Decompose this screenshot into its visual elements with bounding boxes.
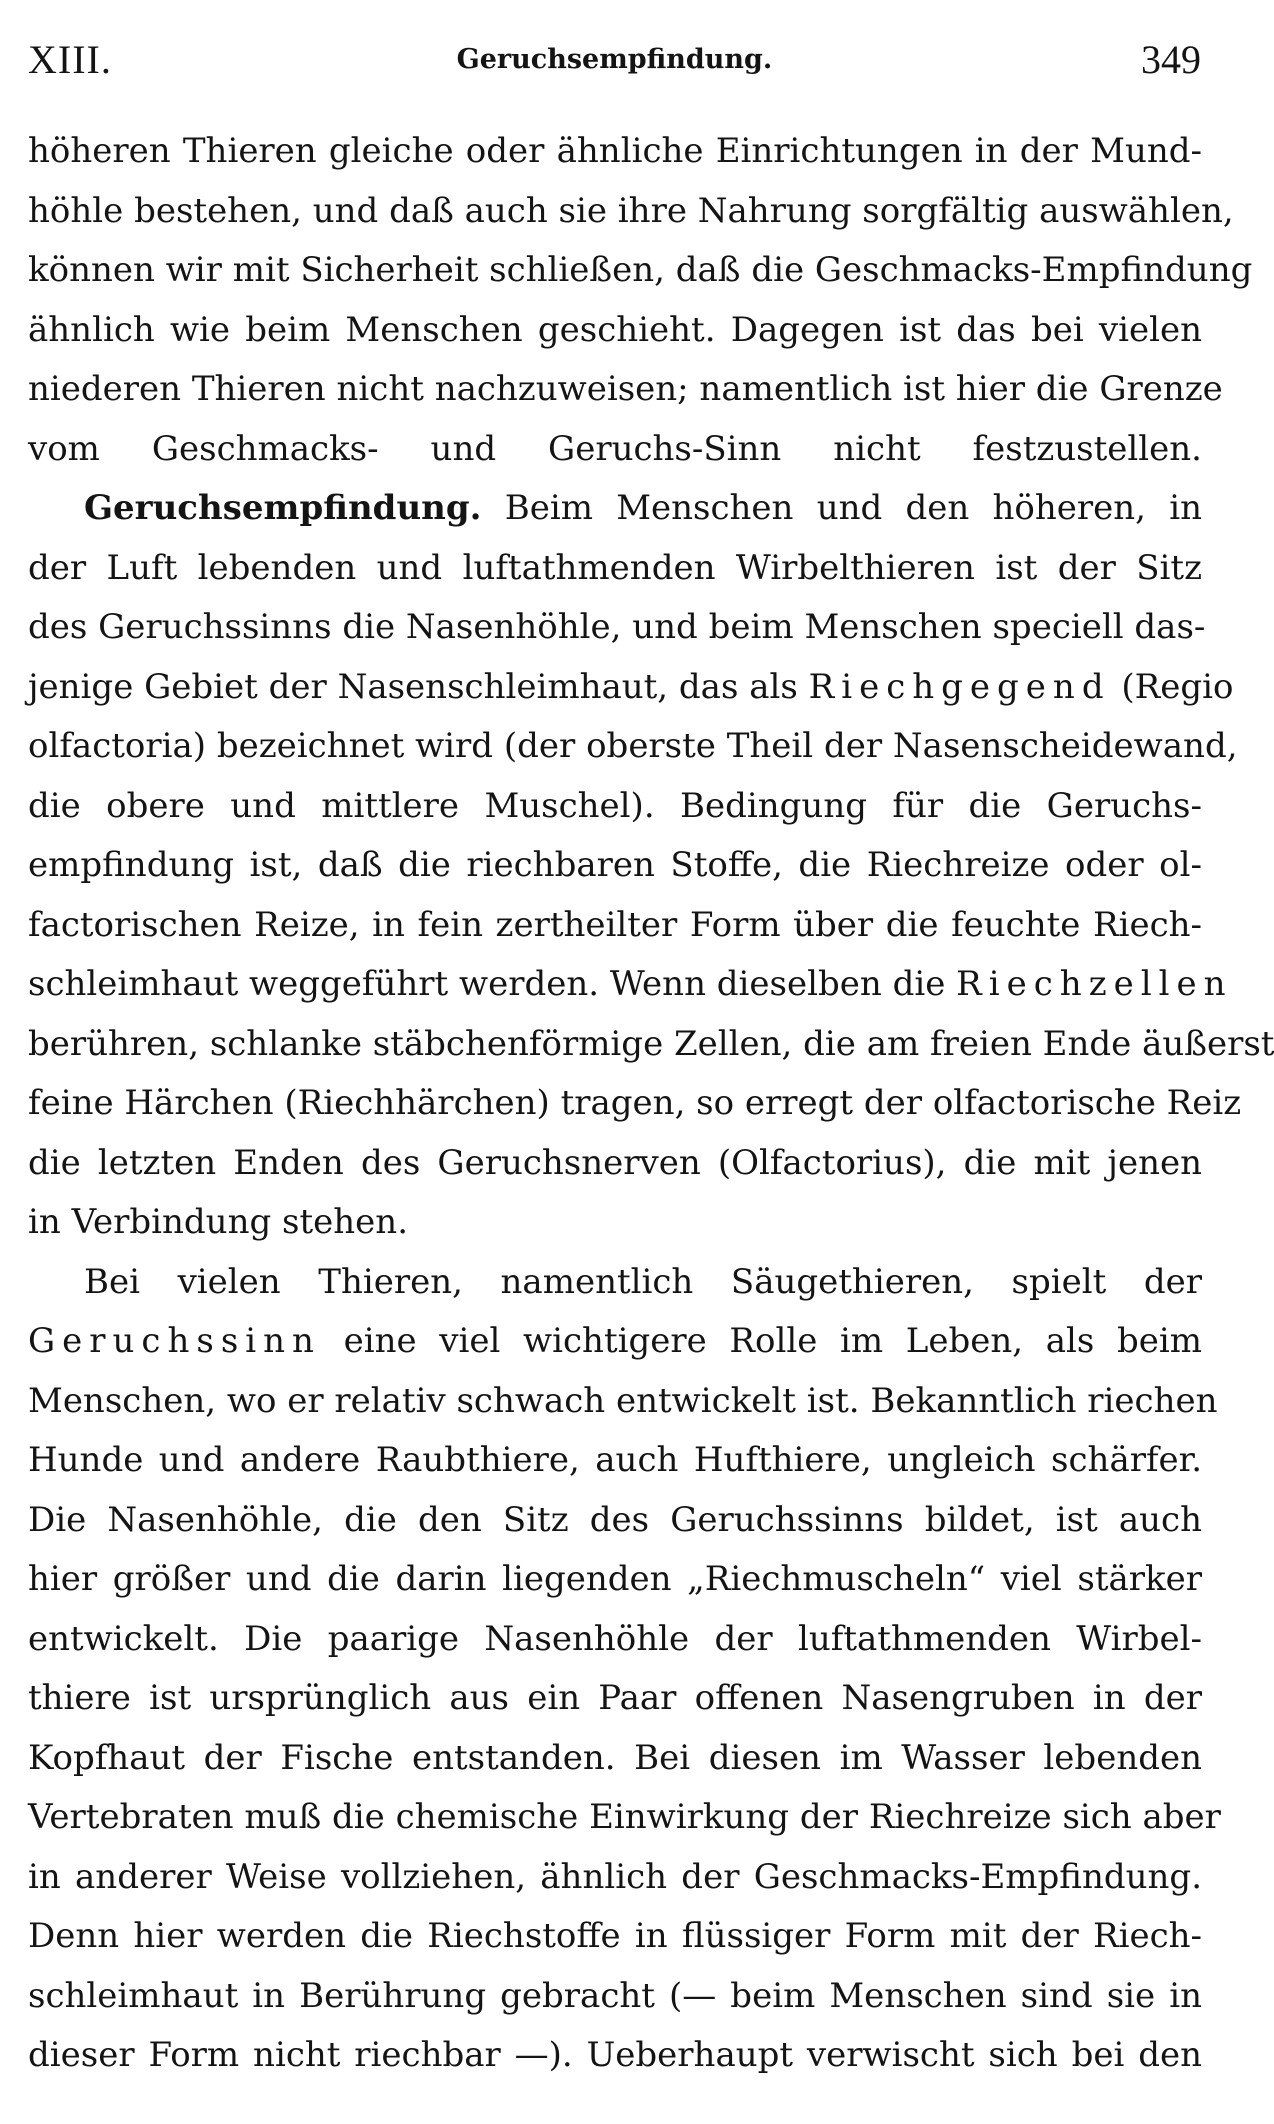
text-line [28,360,1223,420]
emphasized-term: Riechgegend [808,666,1111,707]
body-text [28,122,1274,2086]
text-line [28,301,1202,361]
text-line [28,1491,1202,1551]
line-text: Menschen, wo er relativ schwach entwickelt ist. Bekanntlich riechen [28,1380,1218,1421]
text-line [28,1550,1202,1610]
text-line [28,1193,1202,1253]
line-text: Bei vielen Thieren, namentlich Säugethieren, spielt der [84,1261,1202,1302]
emphasized-term: Riechzellen [956,964,1233,1004]
line-text: jenige Gebiet der Nasenschleimhaut, das als [28,666,809,707]
text-line [28,420,1202,480]
line-text: feine Härchen (Riechhärchen) tragen, so erregt der olfactorische Reiz [28,1083,1242,1123]
text-line [28,1312,1202,1372]
line-text: thiere ist ursprünglich aus ein Paar offenen Nasengruben in der [28,1678,1202,1718]
line-text: hier größer und die darin liegenden „Riechmuscheln“ viel stärker [28,1559,1202,1599]
line-text: des Geruchssinns die Nasenhöhle, und beim Menschen speciell das- [28,607,1206,647]
text-line [28,182,1234,242]
line-text: ähnlich wie beim Menschen geschieht. Dagegen ist das bei vielen [28,309,1202,350]
text-line [28,1669,1202,1729]
text-line [28,598,1206,658]
line-text: berühren, schlanke stäbchenförmige Zellen, die am freien Ende äußerst [28,1023,1274,1064]
line-text: Hunde und andere Raubthiere, auch Hufthiere, ungleich schärfer. [28,1440,1202,1480]
text-line [28,777,1202,837]
line-text: höheren Thieren gleiche oder ähnliche Einrichtungen in der Mund- [28,131,1202,171]
text-line [28,1907,1202,1967]
line-text: in Verbindung stehen. [28,1202,409,1242]
line-text: vom Geschmacks- und Geruchs-Sinn nicht festzustellen. [28,428,1202,469]
text-line [28,955,1233,1015]
line-text: können wir mit Sicherheit schließen, daß die Geschmacks-Empfindung [28,250,1253,290]
line-text: entwickelt. Die paarige Nasenhöhle der luftathmenden Wirbel- [28,1618,1202,1659]
text-line [28,1788,1221,1848]
line-text: in anderer Weise vollziehen, ähnlich der Geschmacks-Empfindung. [28,1856,1202,1897]
text-line [28,1610,1202,1670]
text-line [28,241,1253,301]
section-heading: Geruchsempfindung. [84,488,482,528]
text-line [28,836,1202,896]
line-text: olfactoria) bezeichnet wird (der oberste Theil der Nasenscheidewand, [28,726,1238,766]
line-text: die obere und mittlere Muschel). Bedingung für die Geruchs- [28,785,1202,826]
text-line [28,1431,1202,1491]
line-text: empfindung ist, daß die riechbaren Stoffe, die Riechreize oder ol- [28,845,1202,885]
line-text: Beim Menschen und den höheren, in [481,488,1202,528]
running-title: Geruchsempfindung. [456,44,773,75]
text-line [28,1253,1202,1313]
page-header [28,36,1201,96]
text-line [28,539,1202,599]
text-line [28,1967,1202,2027]
line-text: factorischen Reize, in fein zertheilter Form über die feuchte Riech- [28,904,1202,945]
line-text: höhle bestehen, und daß auch sie ihre Nahrung sorgfältig auswählen, [28,190,1234,231]
text-line [28,1015,1274,1075]
page-number: 349 [1141,37,1201,82]
line-text: der Luft lebenden und luftathmenden Wirbelthieren ist der Sitz [28,547,1202,588]
line-text: schleimhaut weggeführt werden. Wenn dieselben die [28,964,957,1004]
line-text: eine viel wichtigere Rolle im Leben, als beim [320,1321,1202,1361]
line-text: dieser Form nicht riechbar —). Ueberhaupt verwischt sich bei den [28,2035,1202,2075]
line-text: schleimhaut in Berührung gebracht (— beim Menschen sind sie in [28,1975,1202,2016]
line-text: Die Nasenhöhle, die den Sitz des Geruchssinns bildet, ist auch [28,1499,1202,1540]
emphasized-term: Geruchssinn [28,1321,321,1361]
text-line [28,658,1234,718]
line-text: Vertebraten muß die chemische Einwirkung der Riechreize sich aber [28,1797,1221,1837]
text-line [28,1372,1218,1432]
line-text: niederen Thieren nicht nachzuweisen; namentlich ist hier die Grenze [28,369,1223,409]
text-line [28,717,1238,777]
text-line [28,1074,1242,1134]
text-line [28,122,1202,182]
line-text: Denn hier werden die Riechstoffe in flüssiger Form mit der Riech- [28,1916,1202,1956]
text-line [28,1848,1202,1908]
text-line [28,1134,1202,1194]
text-line [28,1729,1202,1789]
chapter-number: XIII. [28,37,112,82]
text-line [28,896,1202,956]
text-line [28,479,1202,539]
line-text: die letzten Enden des Geruchsnerven (Olfactorius), die mit jenen [28,1142,1202,1183]
text-line [28,2026,1202,2086]
line-text: (Regio [1110,666,1234,707]
line-text: Kopfhaut der Fische entstanden. Bei diesen im Wasser lebenden [28,1737,1202,1778]
